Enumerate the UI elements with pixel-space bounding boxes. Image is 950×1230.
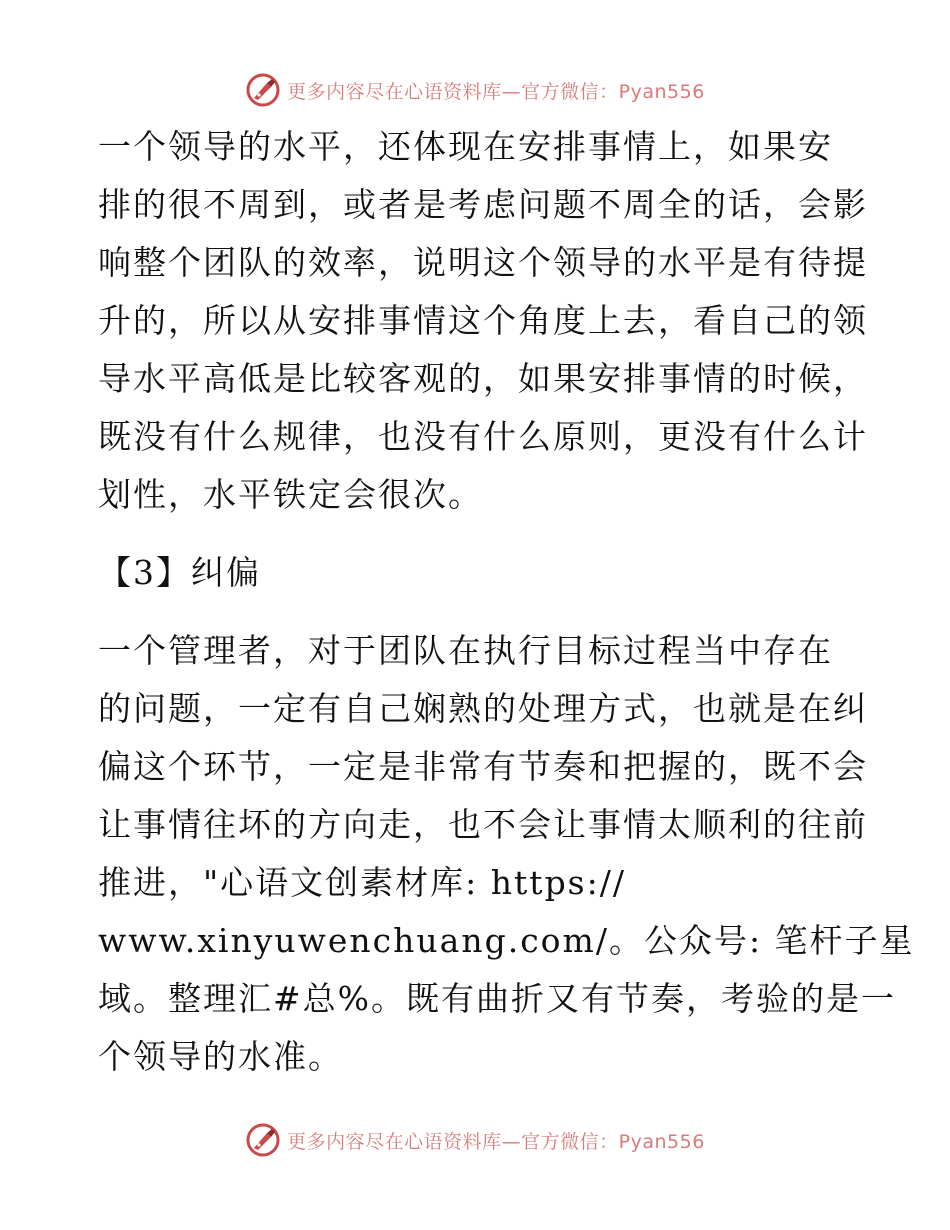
text-line: 划性，水平铁定会很次。 bbox=[98, 475, 483, 514]
text-line: 一个领导的水平，还体现在安排事情上，如果安 bbox=[98, 127, 833, 166]
text-line: 响整个团队的效率，说明这个领导的水平是有待提 bbox=[98, 243, 868, 282]
footer-banner bbox=[0, 1118, 950, 1162]
text-line: 偏这个环节，一定是非常有节奏和把握的，既不会 bbox=[98, 747, 868, 786]
paragraph-1 bbox=[98, 118, 868, 524]
text-line: 个领导的水准。 bbox=[98, 1037, 343, 1076]
text-line: 升的，所以从安排事情这个角度上去，看自己的领 bbox=[98, 301, 868, 340]
text-line: 推进，"心语文创素材库: https:// bbox=[98, 863, 626, 902]
text-line: 排的很不周到，或者是考虑问题不周全的话，会影 bbox=[98, 185, 868, 224]
text-line: 域。整理汇#总%。既有曲折又有节奏，考验的是一 bbox=[98, 979, 897, 1018]
text-line: 一个管理者，对于团队在执行目标过程当中存在 bbox=[98, 631, 833, 670]
text-line: www.xinyuwenchuang.com/。公众号: 笔杆子星 bbox=[98, 921, 915, 960]
text-line: 导水平高低是比较客观的，如果安排事情的时候， bbox=[98, 359, 868, 398]
pen-nib-logo-icon bbox=[245, 72, 281, 108]
banner-text: 更多内容尽在心语资料库—官方微信：Pyan556 bbox=[287, 1130, 705, 1153]
paragraph-2 bbox=[98, 622, 915, 1086]
text-line: 让事情往坏的方向走，也不会让事情太顺利的往前 bbox=[98, 805, 868, 844]
section-heading: 【3】纠偏 bbox=[98, 553, 261, 592]
text-line: 既没有什么规律，也没有什么原则，更没有什么计 bbox=[98, 417, 868, 456]
header-banner bbox=[0, 68, 950, 112]
banner-text: 更多内容尽在心语资料库—官方微信：Pyan556 bbox=[287, 80, 705, 103]
pen-nib-logo-icon bbox=[245, 1122, 281, 1158]
document-body bbox=[98, 118, 915, 1086]
text-line: 的问题，一定有自己娴熟的处理方式，也就是在纠 bbox=[98, 689, 868, 728]
